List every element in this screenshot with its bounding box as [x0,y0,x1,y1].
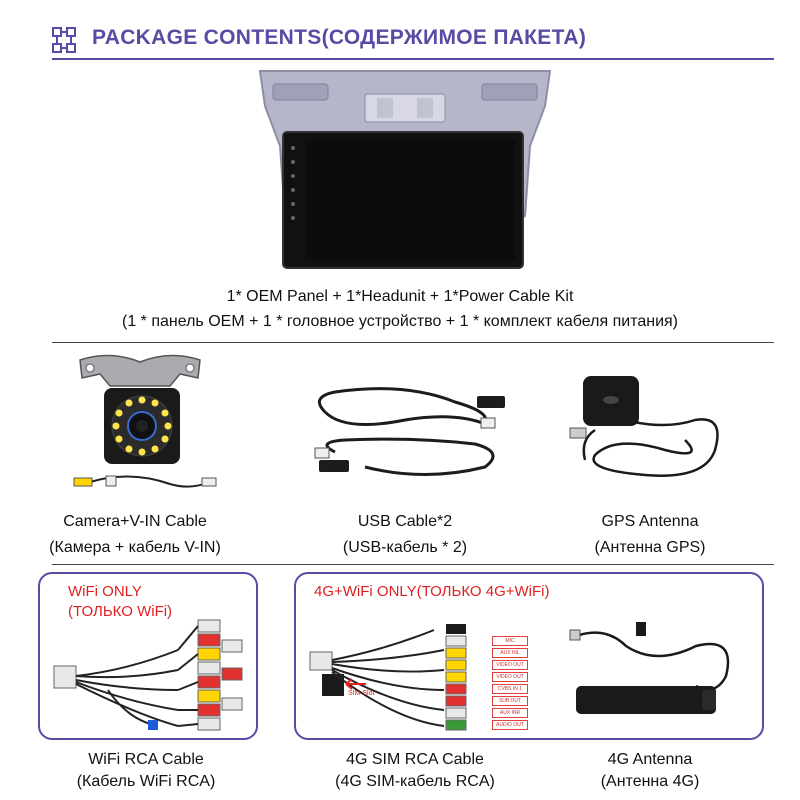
4g-antenna-caption: 4G Antenna [607,751,693,768]
rca-label: MIC [492,636,528,646]
sim-slot-label: SIM Slot [348,690,375,697]
rca-label: CVBS IN 1 [492,684,528,694]
gps-caption: GPS Antenna [601,513,699,530]
header-underline [52,58,774,60]
rca-label: SUB OUT [492,696,528,706]
main-item-caption: 1* OEM Panel + 1*Headunit + 1*Power Cable Kit [226,288,574,305]
gps-antenna-image [565,370,735,495]
rca-label: AUX INR [492,708,528,718]
wifi-only-box [38,572,258,740]
4g-sim-rca-caption-ru: (4G SIM-кабель RCA) [335,773,495,790]
4g-wifi-only-box [294,572,764,740]
4g-sim-rca-cable-image [304,610,544,734]
usb-caption: USB Cable*2 [357,513,453,530]
camera-vin-cable-image [60,350,230,500]
separator [52,342,774,343]
wifi-rca-caption-ru: (Кабель WiFi RCA) [76,773,216,790]
wifi-rca-caption: WiFi RCA Cable [88,751,204,768]
main-item-caption-ru: (1 * панель OEM + 1 * головное устройство + 1 * комплект кабеля питания) [121,313,678,330]
wifi-rca-cable-image [48,610,248,734]
4g-wifi-only-tag: 4G+WiFi ONLY(ТОЛЬКО 4G+WiFi) [314,583,550,600]
page-title: PACKAGE CONTENTS(СОДЕРЖИМОЕ ПАКЕТА) [92,26,587,49]
wifi-only-tag-ru: (ТОЛЬКО WiFi) [68,603,173,620]
grid-sitemap-icon [52,27,80,55]
separator [52,564,774,565]
usb-cable-image [305,372,515,487]
camera-caption: Camera+V-IN Cable [63,513,207,530]
oem-panel-headunit-image [255,66,555,276]
rca-label: AUX INL [492,648,528,658]
rca-label: VIDEO OUT [492,660,528,670]
usb-caption-ru: (USB-кабель * 2) [342,539,468,556]
4g-sim-rca-caption: 4G SIM RCA Cable [346,751,484,768]
4g-antenna-caption-ru: (Антенна 4G) [600,773,700,790]
rca-label: AUDIO OUT [492,720,528,730]
camera-caption-ru: (Камера + кабель V-IN) [49,539,221,556]
rca-label: VIDEO OUT [492,672,528,682]
wifi-only-tag: WiFi ONLY [68,583,142,600]
gps-caption-ru: (Антенна GPS) [594,539,706,556]
4g-antenna-image [566,616,746,726]
